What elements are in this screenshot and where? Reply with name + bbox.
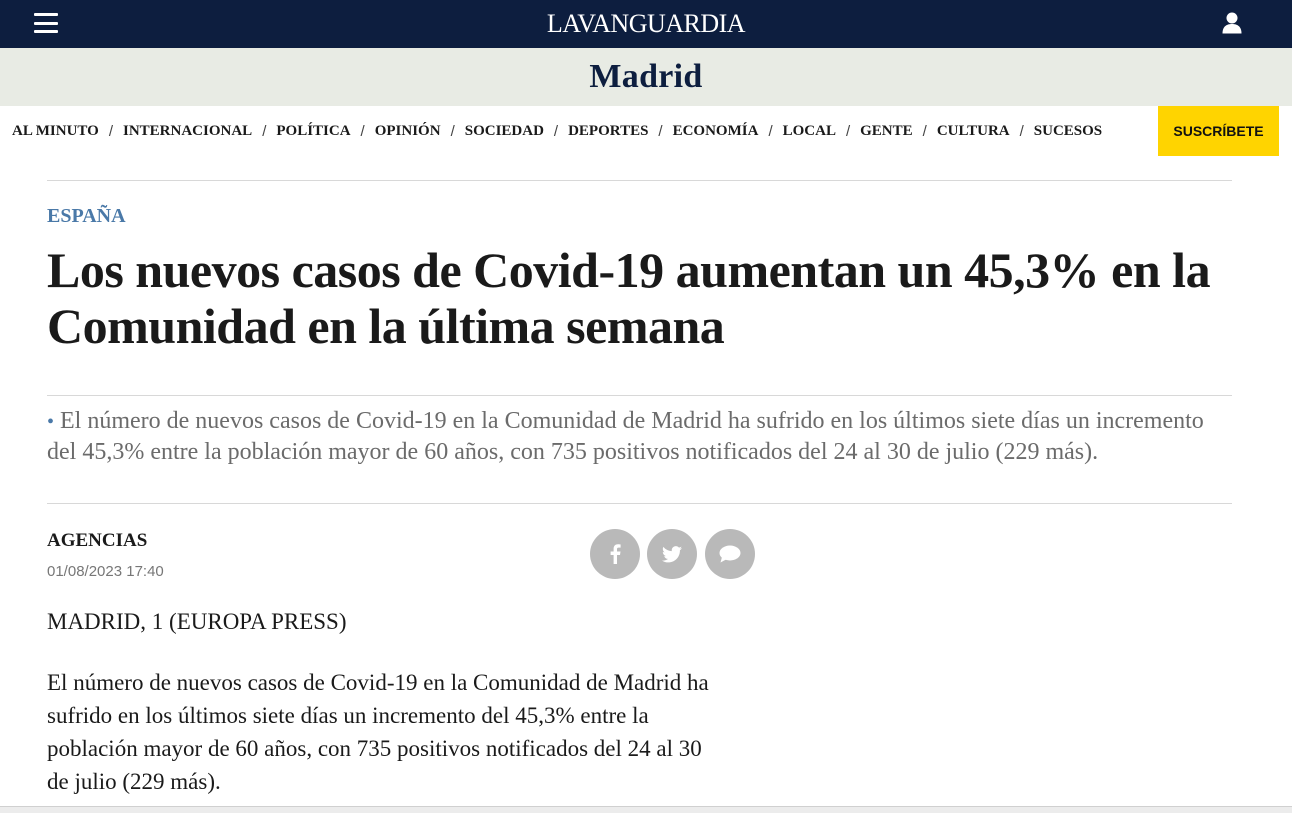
share-comment-button[interactable]: [705, 529, 755, 579]
summary-text: El número de nuevos casos de Covid-19 en la Comunidad de Madrid ha sufrido en los últimos siete días un incremento del 45,3% entre la población mayor de 60 años, con 735 positivos notificados del 24 al 30 de julio (229 más).: [47, 408, 1204, 465]
article-category[interactable]: ESPAÑA: [47, 205, 126, 227]
nav-item-internacional[interactable]: INTERNACIONAL: [123, 122, 253, 139]
nav-item-sucesos[interactable]: SUCESOS: [1033, 122, 1103, 139]
nav-item-al-minuto[interactable]: AL MINUTO: [12, 122, 99, 139]
article-dateline: MADRID, 1 (EUROPA PRESS): [47, 609, 347, 634]
nav-item-local[interactable]: LOCAL: [782, 122, 836, 139]
hamburger-menu-icon[interactable]: [34, 13, 58, 33]
user-icon[interactable]: [1222, 12, 1242, 34]
comment-icon: [719, 545, 741, 563]
nav-separator: /: [450, 122, 455, 140]
share-twitter-button[interactable]: [647, 529, 697, 579]
nav-separator: /: [262, 122, 267, 140]
nav-separator: /: [768, 122, 773, 140]
nav-item-cultura[interactable]: CULTURA: [936, 122, 1010, 139]
nav-separator: /: [845, 122, 851, 140]
nav-separator: /: [553, 122, 559, 140]
nav-separator: /: [922, 122, 927, 140]
site-logo[interactable]: LAVANGUARDIA: [546, 9, 746, 38]
nav-item-deportes[interactable]: DEPORTES: [568, 122, 649, 139]
section-title[interactable]: Madrid: [589, 58, 703, 95]
nav-items: [0, 123, 1102, 140]
share-facebook-button[interactable]: [590, 529, 640, 579]
article-author[interactable]: AGENCIAS: [47, 530, 148, 551]
subscribe-button[interactable]: SUSCRÍBETE: [1158, 106, 1279, 156]
facebook-icon: [609, 544, 621, 564]
article-headline: Los nuevos casos de Covid-19 aumentan un 45,3% en la Comunidad en la última semana: [47, 242, 1211, 354]
twitter-icon: [662, 546, 682, 563]
nav-separator: /: [658, 122, 663, 140]
summary-bullet: •: [47, 411, 55, 433]
nav-item-politica[interactable]: POLÍTICA: [276, 122, 351, 139]
nav-item-opinion[interactable]: OPINIÓN: [374, 122, 441, 139]
divider: [47, 180, 1232, 181]
nav-item-economia[interactable]: ECONOMÍA: [672, 122, 759, 139]
divider: [47, 395, 1232, 396]
nav-item-sociedad[interactable]: SOCIEDAD: [464, 122, 544, 139]
nav-separator: /: [1019, 122, 1024, 140]
article-timestamp: 01/08/2023 17:40: [47, 563, 164, 580]
nav-separator: /: [108, 122, 113, 140]
article-body-paragraph: El número de nuevos casos de Covid-19 en la Comunidad de Madrid ha sufrido en los últimos siete días un incremento del 45,3% entre la población mayor de 60 años, con 735 positivos notificados del 24 al 30 de julio (229 más).: [47, 670, 709, 794]
nav-separator: /: [360, 122, 365, 140]
divider: [47, 503, 1232, 504]
main-nav: [0, 106, 1292, 156]
article-summary: [47, 406, 1232, 467]
top-bar: [0, 0, 1292, 48]
section-band: [0, 48, 1292, 106]
nav-item-gente[interactable]: GENTE: [860, 122, 913, 139]
